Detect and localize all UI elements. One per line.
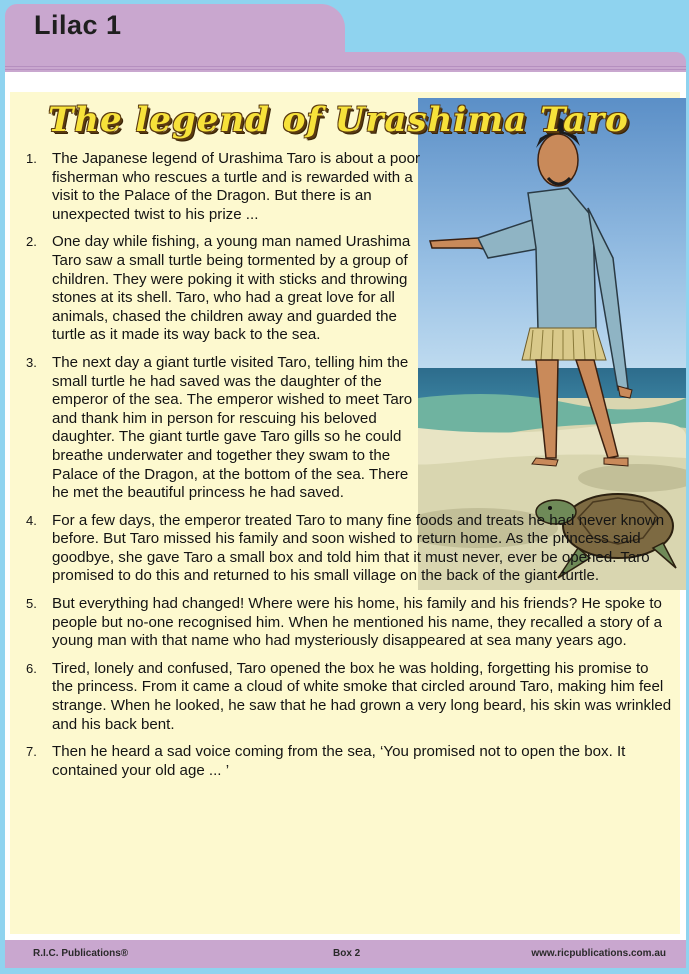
paragraph-text: The Japanese legend of Urashima Taro is about a poor fisherman who rescues a turtle and is rewarded with a visit to the Palace of the Dragon. But there is an unexpected twist to his prize ... (52, 150, 421, 223)
story-paragraph (26, 660, 672, 734)
paragraph-number: 5. (26, 596, 37, 612)
page-footer (5, 940, 686, 968)
paragraph-text: One day while fishing, a young man named Urashima Taro saw a small turtle being tormented by a group of children. They were poking it with sticks and throwing stones at its shell. Taro, who had a great love for all animals, chased the children away and guarded the turtle as it made its way back to the sea. (52, 233, 411, 344)
footer-box-label: Box 2 (333, 948, 361, 959)
paragraph-number: 4. (26, 512, 37, 528)
story-paragraph (26, 354, 422, 503)
paragraph-text: But everything had changed! Where were his home, his family and his friends? He spoke to people but no-one recognised him. When he mentioned his name, they recalled a story of a young man with that name who had mysteriously disappeared at sea many years ago. (52, 595, 662, 650)
paragraph-text: For a few days, the emperor treated Taro to many fine foods and treats he had never known before. But Taro missed his family and soon wished to return home. As the princess said goodbye, she gave Taro a small box and told him that it must never, ever be opened. Taro promised to do this and returned to his small village on the back of the giant turtle. (52, 511, 665, 585)
paragraph-text: Tired, lonely and confused, Taro opened the box he was holding, forgetting his promise to the princess. From it came a cloud of white smoke that circled around Taro, making him feel strange. When he looked, he saw that he had grown a very long beard, his skin was wrinkled and his back bent. (52, 659, 672, 733)
story-paragraph-list (26, 150, 672, 789)
story-title: The legend of Urashima Taro (48, 100, 629, 140)
story-paragraph (26, 512, 672, 586)
story-paragraph (26, 743, 672, 780)
paragraph-number: 7. (26, 744, 37, 760)
paragraph-number: 6. (26, 660, 37, 676)
footer-website[interactable]: www.ricpublications.com.au (531, 948, 666, 959)
story-paragraph (26, 233, 422, 345)
paragraph-number: 1. (26, 151, 37, 166)
paragraph-text: Then he heard a sad voice coming from the sea, ‘You promised not to open the box. It contained your old age ... ’ (52, 743, 626, 779)
footer-publisher: R.I.C. Publications® (33, 948, 129, 959)
paragraph-text: The next day a giant turtle visited Taro, telling him the small turtle he had saved was the daughter of the emperor of the sea. The emperor wished to meet Taro and thank him in person for rescuing his beloved daughter. The giant turtle gave Taro gills so he could breathe underwater and together they swam to the Palace of the Dragon, at the bottom of the sea. There he met the beautiful princess he had saved. (52, 353, 413, 502)
story-paragraph (26, 150, 422, 224)
header-stripe (5, 66, 686, 67)
page-title: Lilac 1 (34, 10, 122, 40)
paragraph-number: 3. (26, 354, 37, 370)
story-paragraph (26, 595, 672, 651)
paragraph-number: 2. (26, 234, 37, 250)
header-stripe (5, 69, 686, 70)
